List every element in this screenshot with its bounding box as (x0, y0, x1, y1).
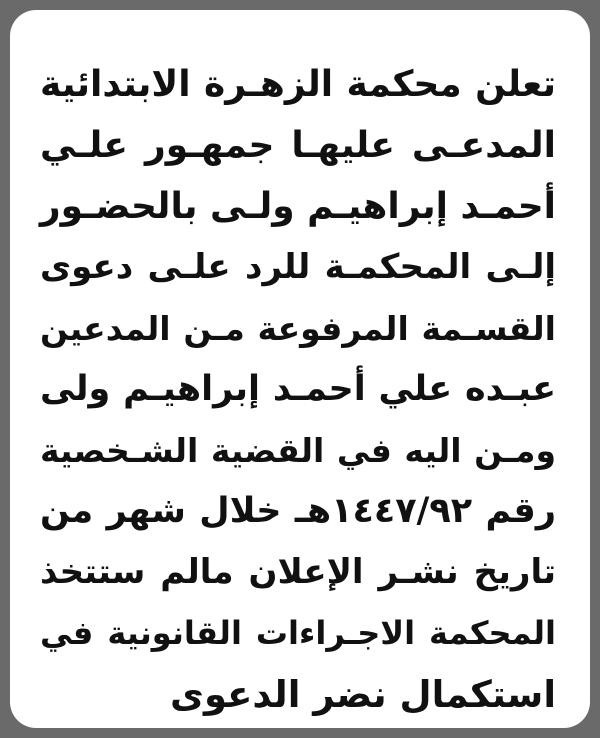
notice-line: استكمال نضر الدعوى (170, 673, 556, 716)
notice-text (40, 54, 556, 725)
notice-line: القسـمة المرفوعة مـن المدعين (40, 309, 556, 348)
notice-line: تعلن محكمة الزهـرة الابتدائية (40, 64, 556, 105)
notice-line: ومـن اليه في القضية الشـخصية (40, 431, 556, 470)
notice-line: أحمـد إبراهيـم ولـى بالحضـور (39, 186, 556, 227)
notice-card (10, 10, 590, 728)
notice-line: رقم ١٤٤٧/٩٢هـ خلال شهر من (40, 491, 557, 531)
notice-line: إلـى المحكمـة للرد علـى دعوى (40, 247, 556, 287)
notice-line: المدعـى عليهـا جمهـور علـي (40, 125, 556, 166)
notice-line: المحكمة الاجـراءات القانونية في (40, 614, 556, 652)
notice-line: تاريخ نشـر الإعلان مالم ستتخذ (40, 552, 556, 592)
notice-line: عبـده علي أحمـد إبراهيـم ولى (40, 369, 556, 409)
